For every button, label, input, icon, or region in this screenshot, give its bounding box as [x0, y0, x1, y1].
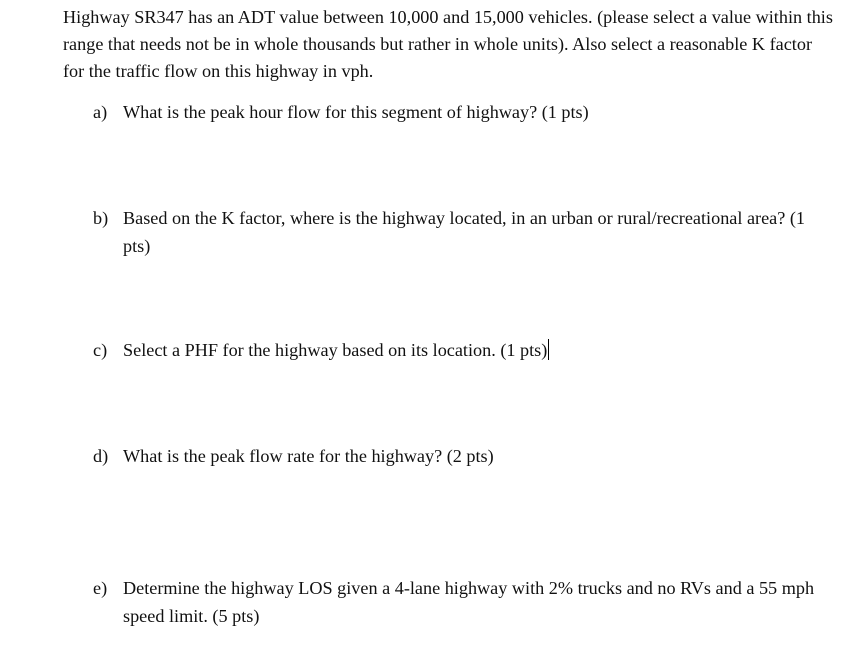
question-label: c) [93, 340, 108, 360]
question-label: a) [93, 102, 108, 122]
question-label: e) [93, 578, 108, 598]
question-text: What is the peak flow rate for the highway? (2 pts) [123, 446, 494, 466]
question-label: b) [93, 208, 109, 228]
question-e [93, 574, 833, 630]
question-text: Determine the highway LOS given a 4-lane highway with 2% trucks and no RVs and a 55 mph speed limit. (5 pts) [123, 578, 815, 626]
problem-statement: Highway SR347 has an ADT value between 10,000 and 15,000 vehicles. (please select a value within this range that needs not be in whole thousands but rather in whole units). Also select a reasonable K factor for the traffic flow on this highway in vph. [63, 7, 833, 81]
question-text-editable[interactable] [123, 336, 833, 364]
text-cursor [548, 339, 549, 360]
question-b [93, 204, 833, 260]
question-text: What is the peak hour flow for this segment of highway? (1 pts) [123, 102, 589, 122]
question-d [93, 442, 833, 470]
question-text: Select a PHF for the highway based on its location. (1 pts) [123, 340, 548, 360]
question-a [93, 98, 833, 126]
question-text: Based on the K factor, where is the highway located, in an urban or rural/recreational area? (1 pts) [123, 208, 806, 256]
question-label: d) [93, 446, 109, 466]
question-c[interactable] [93, 336, 833, 364]
